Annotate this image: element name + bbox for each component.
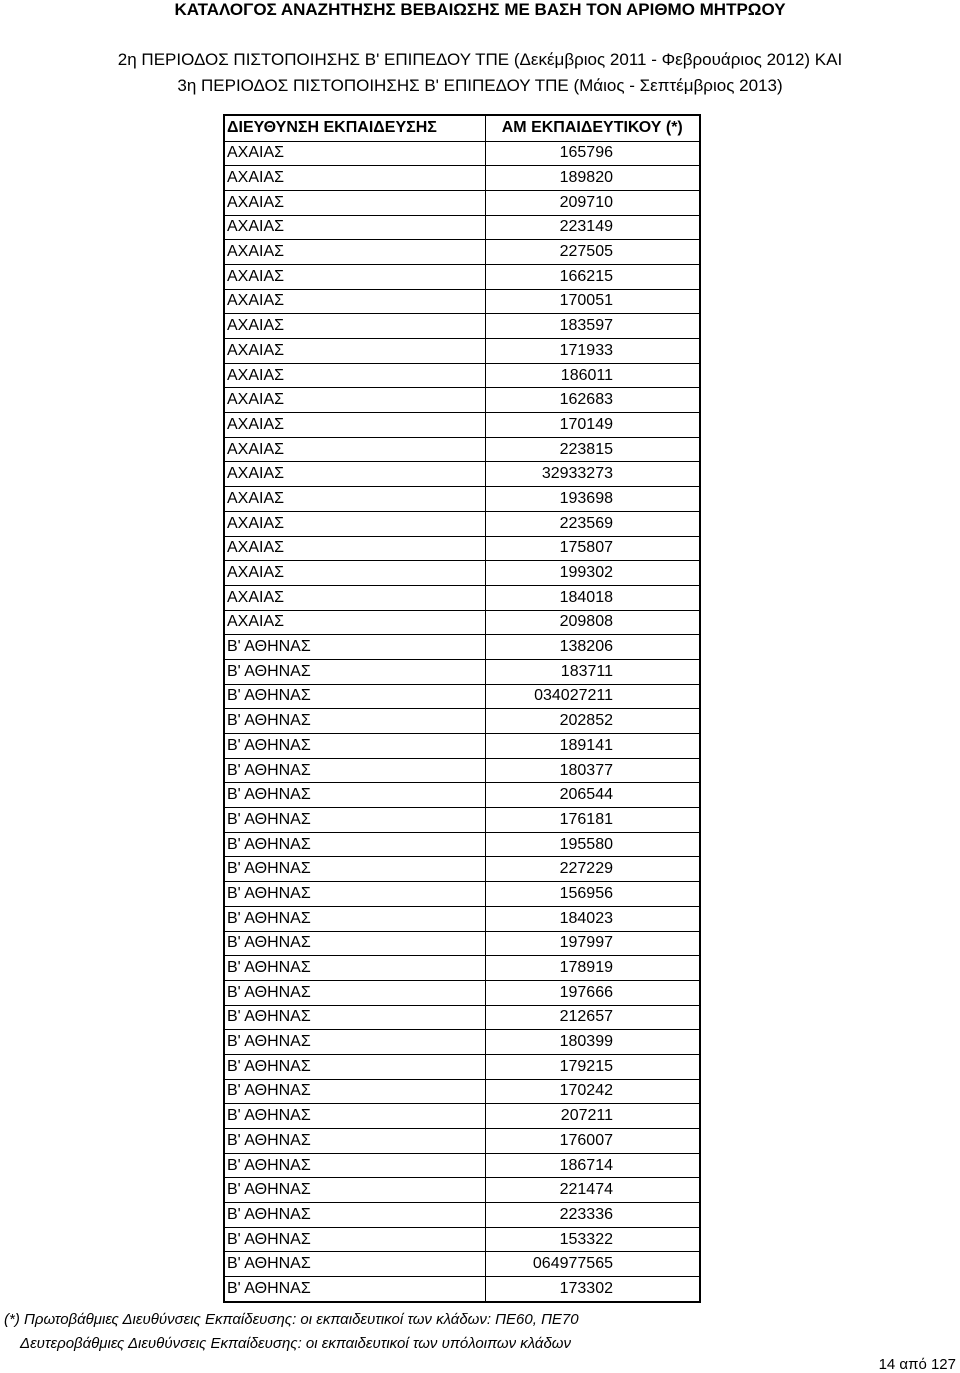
table-row (225, 931, 699, 956)
cell-directorate: ΑΧΑΙΑΣ (225, 462, 485, 487)
document-subtitle-line2: 3η ΠΕΡΙΟΔΟΣ ΠΙΣΤΟΠΟΙΗΣΗΣ Β' ΕΠΙΠΕΔΟΥ ΤΠΕ (Μάιος - Σεπτέμβριος 2013) (177, 76, 783, 95)
cell-directorate: ΑΧΑΙΑΣ (225, 190, 485, 215)
table-row (225, 561, 699, 586)
cell-teacher-id: 156956 (485, 882, 699, 907)
table-row (225, 190, 699, 215)
table-row (225, 215, 699, 240)
cell-directorate: Β' ΑΘΗΝΑΣ (225, 956, 485, 981)
table-row (225, 857, 699, 882)
cell-directorate: Β' ΑΘΗΝΑΣ (225, 1129, 485, 1154)
cell-teacher-id: 227229 (485, 857, 699, 882)
cell-directorate: Β' ΑΘΗΝΑΣ (225, 931, 485, 956)
table-row (225, 536, 699, 561)
table-row (225, 264, 699, 289)
table-row (225, 659, 699, 684)
cell-teacher-id: 209710 (485, 190, 699, 215)
cell-directorate: Β' ΑΘΗΝΑΣ (225, 709, 485, 734)
table-row (225, 1079, 699, 1104)
table-row (225, 511, 699, 536)
table-row (225, 758, 699, 783)
cell-directorate: ΑΧΑΙΑΣ (225, 240, 485, 265)
table-row (225, 1227, 699, 1252)
cell-teacher-id: 166215 (485, 264, 699, 289)
cell-directorate: ΑΧΑΙΑΣ (225, 511, 485, 536)
cell-teacher-id: 180377 (485, 758, 699, 783)
cell-directorate: ΑΧΑΙΑΣ (225, 487, 485, 512)
cell-directorate: ΑΧΑΙΑΣ (225, 437, 485, 462)
cell-teacher-id: 183711 (485, 659, 699, 684)
cell-directorate: Β' ΑΘΗΝΑΣ (225, 1153, 485, 1178)
table-row (225, 1005, 699, 1030)
cell-teacher-id: 189820 (485, 166, 699, 191)
cell-teacher-id: 199302 (485, 561, 699, 586)
table-row (225, 1178, 699, 1203)
cell-teacher-id: 184018 (485, 585, 699, 610)
table-row (225, 980, 699, 1005)
cell-directorate: ΑΧΑΙΑΣ (225, 610, 485, 635)
table-row (225, 808, 699, 833)
cell-directorate: Β' ΑΘΗΝΑΣ (225, 1203, 485, 1228)
page-number: 14 από 127 (878, 1356, 956, 1373)
cell-teacher-id: 223149 (485, 215, 699, 240)
cell-directorate: ΑΧΑΙΑΣ (225, 561, 485, 586)
cell-teacher-id: 171933 (485, 339, 699, 364)
table-row (225, 882, 699, 907)
cell-directorate: Β' ΑΘΗΝΑΣ (225, 659, 485, 684)
table-row (225, 1277, 699, 1302)
cell-directorate: ΑΧΑΙΑΣ (225, 536, 485, 561)
cell-teacher-id: 175807 (485, 536, 699, 561)
table-row (225, 1252, 699, 1277)
table-row (225, 956, 699, 981)
cell-teacher-id: 193698 (485, 487, 699, 512)
cell-teacher-id: 165796 (559, 144, 613, 162)
table-row (225, 1054, 699, 1079)
cell-teacher-id: 034027211 (485, 684, 699, 709)
cell-directorate: ΑΧΑΙΑΣ (225, 289, 485, 314)
table-row (225, 363, 699, 388)
cell-directorate: Β' ΑΘΗΝΑΣ (225, 882, 485, 907)
table-row (225, 734, 699, 759)
cell-teacher-id: 202852 (485, 709, 699, 734)
cell-teacher-id: 176007 (485, 1129, 699, 1154)
table-row (225, 1104, 699, 1129)
cell-directorate: Β' ΑΘΗΝΑΣ (225, 1252, 485, 1277)
cell-directorate: Β' ΑΘΗΝΑΣ (225, 1178, 485, 1203)
cell-directorate: Β' ΑΘΗΝΑΣ (225, 635, 485, 660)
table-row (225, 635, 699, 660)
table-row (225, 684, 699, 709)
cell-directorate: Β' ΑΘΗΝΑΣ (225, 1054, 485, 1079)
cell-teacher-id: 173302 (485, 1277, 699, 1302)
cell-teacher-id: 197666 (485, 980, 699, 1005)
cell-teacher-id: 178919 (485, 956, 699, 981)
cell-teacher-id: 227505 (485, 240, 699, 265)
cell-teacher-id: 186714 (485, 1153, 699, 1178)
cell-directorate: Β' ΑΘΗΝΑΣ (225, 1079, 485, 1104)
cell-directorate: Β' ΑΘΗΝΑΣ (225, 684, 485, 709)
header-teacher-id: ΑΜ ΕΚΠΑΙΔΕΥΤΙΚΟΥ (*) (485, 116, 699, 141)
cell-directorate: ΑΧΑΙΑΣ (225, 388, 485, 413)
cell-teacher-id: 153322 (485, 1227, 699, 1252)
table-row (225, 437, 699, 462)
cell-directorate: Β' ΑΘΗΝΑΣ (225, 1030, 485, 1055)
certificates-table-container (223, 114, 701, 1303)
cell-teacher-id: 195580 (485, 832, 699, 857)
cell-teacher-id: 189141 (485, 734, 699, 759)
cell-directorate: Β' ΑΘΗΝΑΣ (225, 857, 485, 882)
cell-teacher-id: 176181 (485, 808, 699, 833)
cell-directorate: Β' ΑΘΗΝΑΣ (225, 980, 485, 1005)
cell-teacher-id: 223336 (485, 1203, 699, 1228)
table-row (225, 314, 699, 339)
table-row (225, 1153, 699, 1178)
table-row (225, 906, 699, 931)
cell-teacher-id: 206544 (485, 783, 699, 808)
cell-teacher-id: 184023 (485, 906, 699, 931)
cell-directorate: ΑΧΑΙΑΣ (225, 215, 485, 240)
table-row (225, 1030, 699, 1055)
cell-directorate: Β' ΑΘΗΝΑΣ (225, 783, 485, 808)
table-row (225, 166, 699, 191)
cell-teacher-id: 170149 (485, 413, 699, 438)
table-row (225, 832, 699, 857)
cell-teacher-id: 212657 (485, 1005, 699, 1030)
certificates-table (225, 116, 699, 1301)
table-row (225, 240, 699, 265)
cell-teacher-id: 180399 (485, 1030, 699, 1055)
table-row (225, 289, 699, 314)
table-header-row (225, 116, 699, 141)
cell-teacher-id: 183597 (485, 314, 699, 339)
table-row (225, 783, 699, 808)
table-body (225, 141, 699, 1301)
table-row (225, 413, 699, 438)
cell-teacher-id: 179215 (485, 1054, 699, 1079)
cell-directorate: ΑΧΑΙΑΣ (225, 166, 485, 191)
cell-directorate: ΑΧΑΙΑΣ (225, 314, 485, 339)
cell-teacher-id: 186011 (485, 363, 699, 388)
cell-directorate: Β' ΑΘΗΝΑΣ (225, 832, 485, 857)
cell-directorate: Β' ΑΘΗΝΑΣ (225, 1277, 485, 1302)
cell-teacher-id: 223815 (485, 437, 699, 462)
cell-directorate: ΑΧΑΙΑΣ (225, 413, 485, 438)
table-row (225, 141, 699, 166)
cell-directorate: ΑΧΑΙΑΣ (225, 141, 485, 166)
table-row (225, 709, 699, 734)
footnote-line2: Δευτεροβάθμιες Διευθύνσεις Εκπαίδευσης: οι εκπαιδευτικοί των υπόλοιπων κλάδων (20, 1335, 571, 1352)
document-title: ΚΑΤΑΛΟΓΟΣ ΑΝΑΖΗΤΗΣΗΣ ΒΕΒΑΙΩΣΗΣ ΜΕ ΒΑΣΗ ΤΟΝ ΑΡΙΘΜΟ ΜΗΤΡΩΟΥ (174, 0, 786, 19)
cell-teacher-id: 223569 (485, 511, 699, 536)
cell-directorate: Β' ΑΘΗΝΑΣ (225, 734, 485, 759)
cell-teacher-id: 209808 (485, 610, 699, 635)
table-row (225, 585, 699, 610)
table-row (225, 610, 699, 635)
table-row (225, 1203, 699, 1228)
table-row (225, 388, 699, 413)
cell-directorate: ΑΧΑΙΑΣ (225, 339, 485, 364)
cell-teacher-id: 221474 (485, 1178, 699, 1203)
cell-directorate: ΑΧΑΙΑΣ (225, 264, 485, 289)
cell-teacher-id: 197997 (485, 931, 699, 956)
cell-directorate: ΑΧΑΙΑΣ (225, 585, 485, 610)
cell-directorate: Β' ΑΘΗΝΑΣ (225, 808, 485, 833)
footnote-line1: (*) Πρωτοβάθμιες Διευθύνσεις Εκπαίδευσης: οι εκπαιδευτικοί των κλάδων: ΠΕ60, ΠΕ70 (4, 1311, 579, 1328)
cell-directorate: Β' ΑΘΗΝΑΣ (225, 758, 485, 783)
table-row (225, 487, 699, 512)
document-subtitle-line1: 2η ΠΕΡΙΟΔΟΣ ΠΙΣΤΟΠΟΙΗΣΗΣ Β' ΕΠΙΠΕΔΟΥ ΤΠΕ (Δεκέμβριος 2011 - Φεβρουάριος 2012) ΚΑΙ (117, 50, 843, 69)
cell-teacher-id: 064977565 (485, 1252, 699, 1277)
cell-teacher-id: 207211 (485, 1104, 699, 1129)
cell-teacher-id: 32933273 (485, 462, 699, 487)
cell-teacher-id: 162683 (485, 388, 699, 413)
header-directorate: ΔΙΕΥΘΥΝΣΗ ΕΚΠΑΙΔΕΥΣΗΣ (225, 116, 485, 141)
cell-directorate: Β' ΑΘΗΝΑΣ (225, 1005, 485, 1030)
cell-teacher-id: 170242 (485, 1079, 699, 1104)
cell-directorate: Β' ΑΘΗΝΑΣ (225, 1104, 485, 1129)
table-row (225, 339, 699, 364)
cell-directorate: Β' ΑΘΗΝΑΣ (225, 1227, 485, 1252)
cell-teacher-id: 138206 (485, 635, 699, 660)
cell-teacher-id: 170051 (485, 289, 699, 314)
cell-directorate: Β' ΑΘΗΝΑΣ (225, 906, 485, 931)
table-row (225, 462, 699, 487)
table-row (225, 1129, 699, 1154)
cell-directorate: ΑΧΑΙΑΣ (225, 363, 485, 388)
